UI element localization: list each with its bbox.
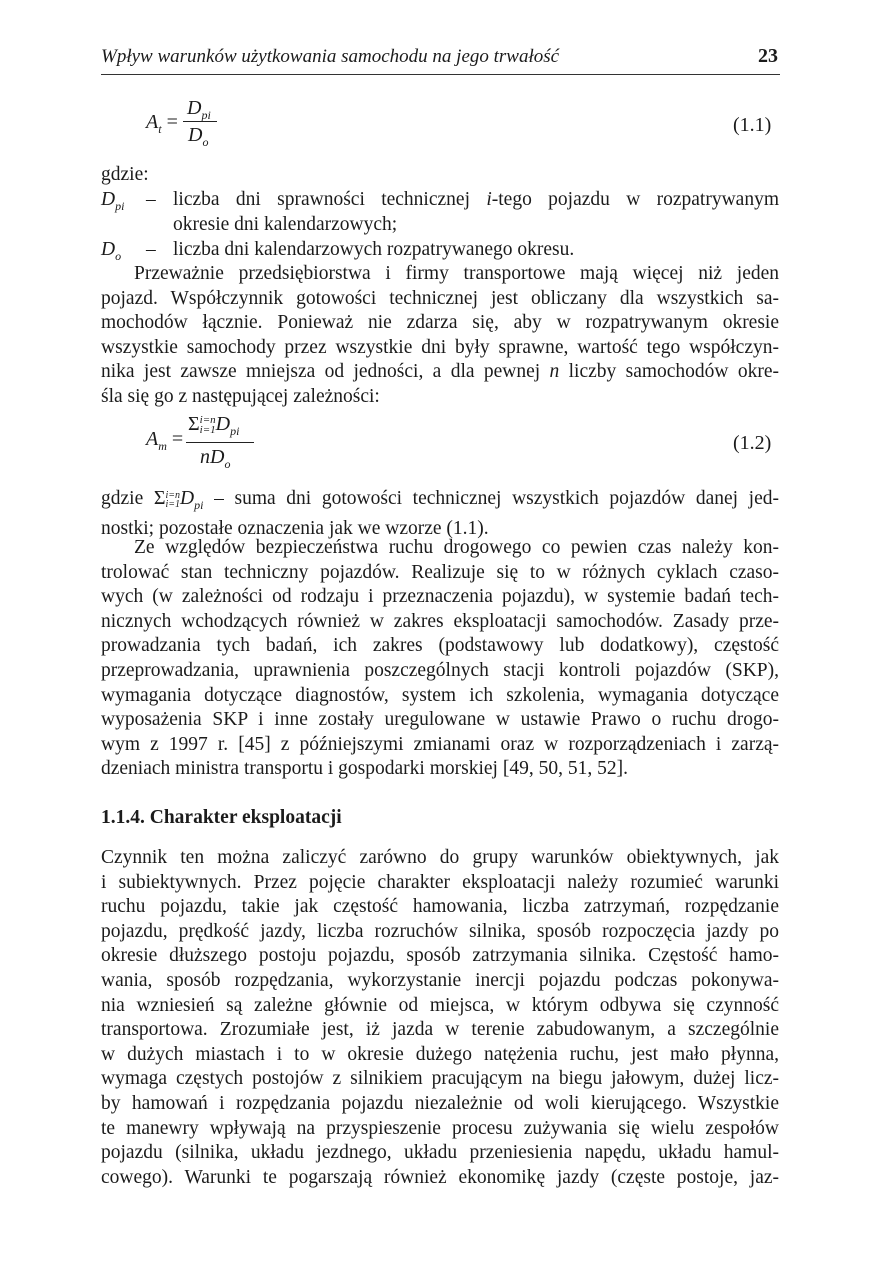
eq2-numerator: Σi=n $i=1D_{pi}$ — [188, 413, 240, 438]
text-line: transportowa. Zrozumiałe jest, iż jazda w terenie zabudowanym, a szczególnie — [101, 1019, 779, 1041]
text-line: przeprowadzania, uprawnienia poszczególnych stacji kontroli pojazdów (SKP), — [101, 659, 779, 681]
running-header — [101, 46, 780, 75]
text-line: ruchu pojazdu, takie jak częstość hamowania, liczba zatrzymań, rozpędzanie — [101, 896, 779, 918]
text-line: okresie dłuższego postoju pojazdu, sposób zatrzymania silnika. Częstość hamo- — [101, 945, 779, 967]
text-line: wyposażenia SKP i inne zostały uregulowane w ustawie Prawo o ruchu drogo- — [101, 709, 779, 731]
text-line: te manewry wpływają na przyspieszenie procesu zużywania się wielu zespołów — [101, 1117, 779, 1139]
paragraph-2 — [101, 486, 779, 542]
text-line: mochodów łącznie. Ponieważ nie zdarza się, aby w rozpatrywanym okresie — [101, 312, 779, 334]
text-line: nicznych wchodzących również w zakres eksploatacji samochodów. Zasady prze- — [101, 610, 779, 632]
eq2-lhs: $A_m$ = — [146, 428, 184, 453]
text-line: Czynnik ten można zaliczyć zarówno do grupy warunków obiektywnych, jak — [101, 847, 779, 868]
def1-text-cont: okresie dni kalendarzowych; — [173, 214, 398, 235]
text-line: śla się go z następującej zależności: — [101, 385, 380, 407]
text-line: wszystkie samochody przez wszystkie dni były sprawne, wartość tego współczyn- — [101, 336, 779, 358]
eq1-numerator: $D_{pi}$ — [187, 97, 211, 122]
text-line: wym z 1997 r. [45] z późniejszymi zmianami oraz w rozporządzeniach i zarzą- — [101, 733, 779, 755]
text-line: trolować stan techniczny pojazdów. Realizuje się to w różnych cyklach czaso- — [101, 561, 779, 583]
text-line: w dużych miastach i to w okresie dużego natężenia ruchu, jest mało płynna, — [101, 1043, 779, 1065]
text-line: pojazd. Współczynnik gotowości technicznej jest obliczany dla wszystkich sa- — [101, 287, 779, 309]
eq2-fraction-bar — [186, 442, 254, 443]
text-line: gdzie Σi=n $i=1D_{pi}$ – suma dni gotowości technicznej wszystkich pojazdów danej jed- — [101, 487, 779, 512]
eq1-lhs: $A_t$ = — [146, 111, 178, 136]
eq2-denominator: $nD_o$ — [200, 446, 231, 471]
def2-symbol: $D_o$ — [101, 239, 122, 263]
text-line: Przeważnie przedsiębiorstwa i firmy transportowe mają więcej niż jeden — [134, 263, 779, 284]
text-line: dzeniach ministra transportu i gospodarki morskiej [49, 50, 51, 52]. — [101, 758, 628, 780]
gdzie-label: gdzie: — [101, 164, 149, 185]
page-number: 23 — [758, 45, 778, 67]
def1-dash: – — [146, 189, 156, 210]
text-line: prowadzania tych badań, ich zakres (podstawowy lub dodatkowy), częstość — [101, 635, 779, 657]
def1-text: liczba dni sprawności technicznej i-tego pojazdu w rozpatrywanym — [173, 189, 780, 210]
paragraph-3 — [101, 536, 779, 782]
section-heading: 1.1.4. Charakter eksploatacji — [101, 807, 342, 828]
def2-text: liczba dni kalendarzowych rozpatrywanego okresu. — [173, 239, 575, 260]
text-line: pojazdu (silnika, układu jezdnego, układu przeniesienia napędu, układu hamul- — [101, 1142, 779, 1164]
paragraph-1 — [101, 262, 779, 410]
text-line: nia wzniesień są zależne głównie od miejsca, w którym odbywa się czynność — [101, 994, 779, 1016]
eq1-number: (1.1) — [733, 114, 772, 136]
text-line: pojazdu, prędkość jazdy, liczba rozruchów silnika, sposób rozpoczęcia jazdy po — [101, 920, 779, 942]
text-line: wymagania dotyczące diagnostów, system ich szkolenia, wymagania dotyczące — [101, 684, 779, 706]
paragraph-4 — [101, 846, 779, 1190]
eq1-denominator: $D_o$ — [188, 124, 209, 149]
text-line: i subiektywnych. Przez pojęcie charakter eksploatacji należy rozumieć warunki — [101, 871, 779, 893]
text-line: Ze względów bezpieczeństwa ruchu drogowego co pewien czas należy kon- — [134, 537, 779, 558]
eq1-fraction-bar — [183, 121, 217, 122]
def1-symbol: $D_{pi}$ — [101, 189, 125, 213]
text-line: by hamowań i rozpędzania pojazdu niezależnie od woli kierującego. Wszystkie — [101, 1092, 779, 1114]
text-line: wych (w zależności od rodzaju i przeznaczenia pojazdu), w systemie badań tech- — [101, 586, 779, 608]
def2-dash: – — [146, 239, 156, 260]
running-title: Wpływ warunków użytkowania samochodu na jego trwałość — [101, 46, 560, 67]
eq2-number: (1.2) — [733, 432, 772, 454]
text-line: nostki; pozostałe oznaczenia jak we wzorze (1.1). — [101, 518, 489, 540]
text-line: wania, sposób rozpędzania, wykorzystanie inercji pojazdu podczas pokonywa- — [101, 969, 779, 991]
text-line: nika jest zawsze mniejsza od jedności, a dla pewnej n liczby samochodów okre- — [101, 361, 779, 383]
text-line: wymaga częstych postojów z silnikiem pracującym na biegu jałowym, dużej licz- — [101, 1068, 779, 1090]
text-line: cowego). Warunki te pogarszają również ekonomikę jazdy (częste postoje, jaz- — [101, 1166, 779, 1188]
